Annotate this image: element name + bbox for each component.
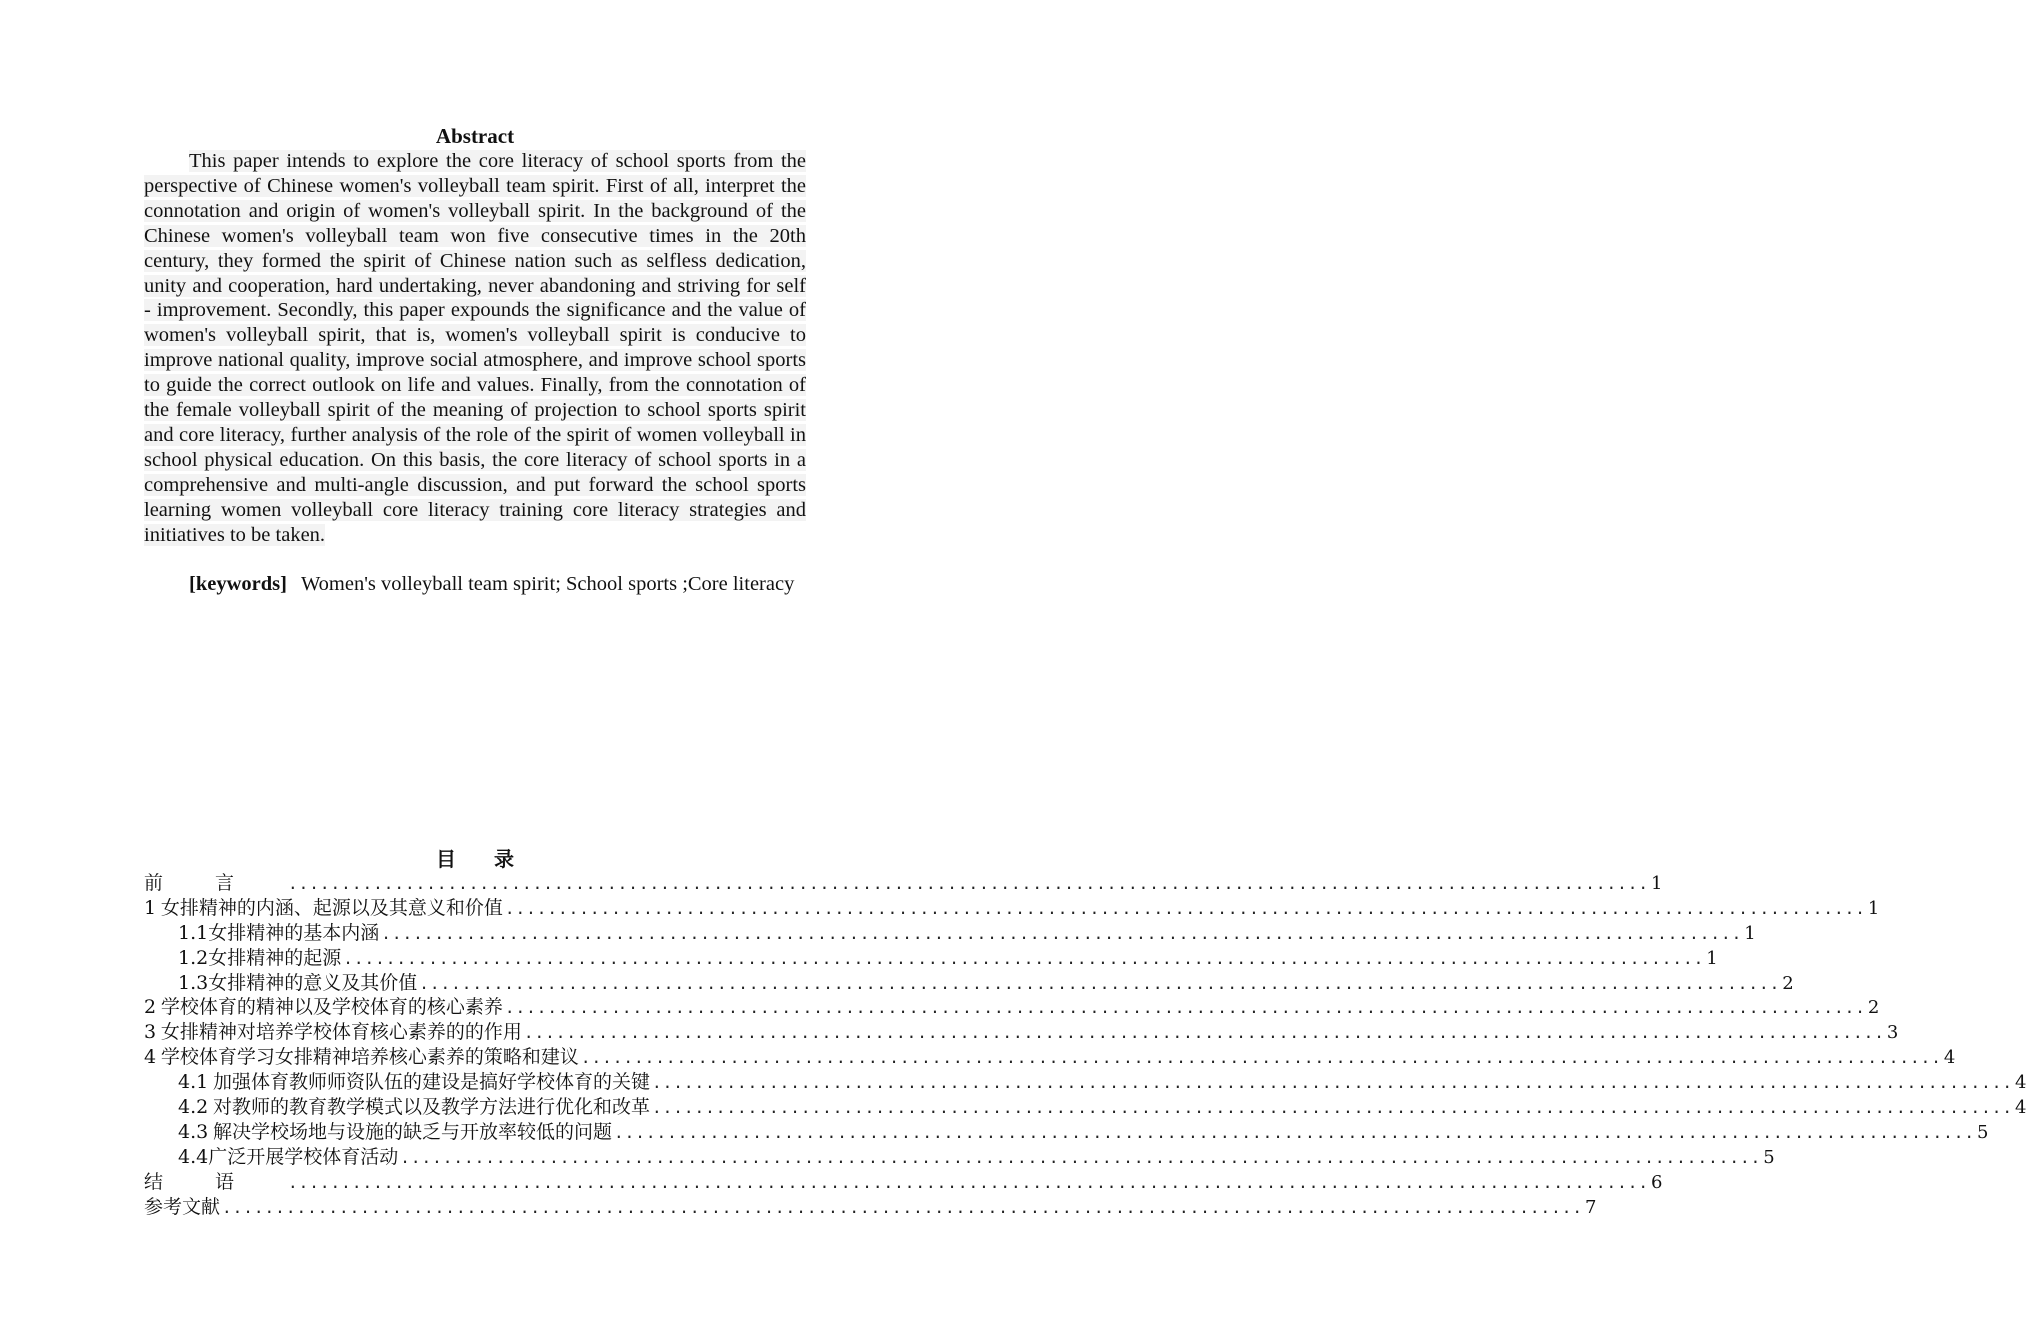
- toc-leader-dots: ................................................................................................................................: [651, 1073, 2013, 1093]
- toc-leader-dots: ................................................................................................................................: [613, 1122, 1975, 1142]
- toc-entry-number: 2: [144, 996, 157, 1019]
- toc-leader-dots: ................................................................................................................................: [504, 898, 1866, 918]
- toc-entry-label: 参考文献: [144, 1195, 221, 1218]
- toc-entry-label: 解决学校场地与设施的缺乏与开放率较低的问题: [212, 1120, 612, 1143]
- toc-title: 目录: [436, 847, 552, 871]
- toc-leader-dots: ................................................................................................................................: [222, 1197, 1584, 1217]
- toc-entry-label: 学校体育的精神以及学校体育的核心素养: [160, 996, 503, 1019]
- toc-entry-section-4-2[interactable]: [144, 1095, 2026, 1120]
- toc-leader-dots: ................................................................................................................................: [288, 874, 1650, 893]
- toc-page-number: 2: [1867, 997, 1880, 1019]
- toc-entry-label: 结语: [144, 1170, 287, 1193]
- keywords-label: [keywords]: [189, 573, 287, 595]
- toc-entry-number: 4.1: [178, 1071, 209, 1094]
- toc-leader-dots: ................................................................................................................................: [580, 1048, 1942, 1068]
- toc-entry-label: 女排精神的内涵、起源以及其意义和价值: [160, 896, 503, 919]
- toc-entry-section-4-4[interactable]: [144, 1145, 1775, 1170]
- abstract-body: [144, 149, 806, 548]
- toc-entry-section-4-1[interactable]: [144, 1070, 2026, 1095]
- toc-page-number: 5: [1976, 1121, 1989, 1143]
- toc-entry-label: 广泛开展学校体育活动: [208, 1145, 399, 1168]
- toc-entry-number: 1.3: [178, 971, 209, 994]
- toc-entry-label: 前言: [144, 872, 287, 894]
- toc-page-number: 5: [1763, 1146, 1775, 1168]
- table-of-contents: [144, 871, 2026, 1219]
- toc-page-number: 1: [1651, 873, 1663, 894]
- toc-entry-label: 加强体育教师师资队伍的建设是搞好学校体育的关键: [212, 1071, 650, 1094]
- toc-leader-dots: ................................................................................................................................: [651, 1098, 2013, 1118]
- toc-entry-conclusion[interactable]: [144, 1170, 1663, 1195]
- toc-entry-number: 4.2: [178, 1096, 209, 1119]
- toc-page-number: 2: [1782, 972, 1794, 994]
- abstract-text: This paper intends to explore the core literacy of school sports from the perspective of Chinese women's volleyball team spirit. First of all, interpret the connotation and origin of women's volleyball spirit. In the background of the Chinese women's volleyball team won five consecutive times in the 20th century, they formed the spirit of Chinese nation such as selfless dedication, unity and cooperation, hard undertaking, never abandoning and striving for self - improvement. Secondly, this paper expounds the significance and the value of women's volleyball spirit, that is, women's volleyball spirit is conducive to improve national quality, improve social atmosphere, and improve school sports to guide the correct outlook on life and values. Finally, from the connotation of the female volleyball spirit of the meaning of projection to school sports spirit and core literacy, further analysis of the role of the spirit of women volleyball in school physical education. On this basis, the core literacy of school sports in a comprehensive and multi-angle discussion, and put forward the school sports learning women volleyball core literacy training core literacy strategies and initiatives to be taken.: [144, 150, 806, 546]
- toc-page-number: 1: [1867, 897, 1880, 919]
- toc-entry-number: 1: [144, 896, 157, 919]
- keywords-paragraph: [144, 572, 806, 597]
- toc-entry-label: 对教师的教育教学模式以及教学方法进行优化和改革: [212, 1096, 650, 1119]
- toc-entry-number: 4.3: [178, 1120, 209, 1143]
- toc-page-number: 1: [1706, 947, 1718, 969]
- toc-entry-label: 女排精神的基本内涵: [208, 921, 380, 944]
- toc-entry-number: 1.2: [178, 946, 209, 969]
- toc-leader-dots: ................................................................................................................................: [504, 998, 1866, 1018]
- toc-entry-section-4-3[interactable]: [144, 1120, 1989, 1145]
- toc-page-number: 6: [1651, 1171, 1663, 1193]
- keywords-text: Women's volleyball team spirit; School sports ;Core literacy: [300, 573, 795, 595]
- toc-entry-label: 女排精神对培养学校体育核心素养的的作用: [160, 1021, 522, 1044]
- toc-page-number: 4: [1943, 1047, 1956, 1069]
- toc-leader-dots: ................................................................................................................................: [400, 1147, 1762, 1167]
- toc-entry-references[interactable]: [144, 1195, 1597, 1220]
- toc-entry-chapter-2[interactable]: [144, 995, 1880, 1020]
- toc-leader-dots: ................................................................................................................................: [381, 923, 1743, 943]
- toc-entry-section-1-2[interactable]: [144, 946, 1718, 971]
- toc-page-number: 7: [1585, 1196, 1597, 1218]
- toc-entry-label: 学校体育学习女排精神培养核心素养的策略和建议: [160, 1046, 579, 1069]
- abstract-title: Abstract: [435, 124, 515, 148]
- toc-page-number: 4: [2014, 1097, 2026, 1119]
- toc-leader-dots: ................................................................................................................................: [419, 973, 1781, 993]
- toc-leader-dots: ................................................................................................................................: [523, 1023, 1885, 1043]
- toc-entry-section-1-3[interactable]: [144, 971, 1794, 996]
- toc-page-number: 3: [1886, 1022, 1899, 1044]
- toc-entry-number: 4.4: [178, 1145, 209, 1168]
- toc-entry-number: 1.1: [178, 921, 209, 944]
- toc-entry-chapter-4[interactable]: [144, 1045, 1956, 1070]
- toc-entry-section-1-1[interactable]: [144, 921, 1756, 946]
- toc-leader-dots: ................................................................................................................................: [288, 1172, 1650, 1192]
- toc-leader-dots: ................................................................................................................................: [343, 948, 1705, 968]
- toc-entry-number: 3: [144, 1021, 157, 1044]
- toc-entry-chapter-3[interactable]: [144, 1020, 1899, 1045]
- toc-entry-label: 女排精神的起源: [208, 946, 342, 969]
- toc-entry-number: 4: [144, 1046, 157, 1069]
- toc-page-number: 4: [2014, 1072, 2026, 1094]
- toc-entry-preface[interactable]: [144, 871, 1663, 896]
- toc-entry-label: 女排精神的意义及其价值: [208, 971, 418, 994]
- toc-entry-chapter-1[interactable]: [144, 896, 1880, 921]
- toc-page-number: 1: [1744, 922, 1756, 944]
